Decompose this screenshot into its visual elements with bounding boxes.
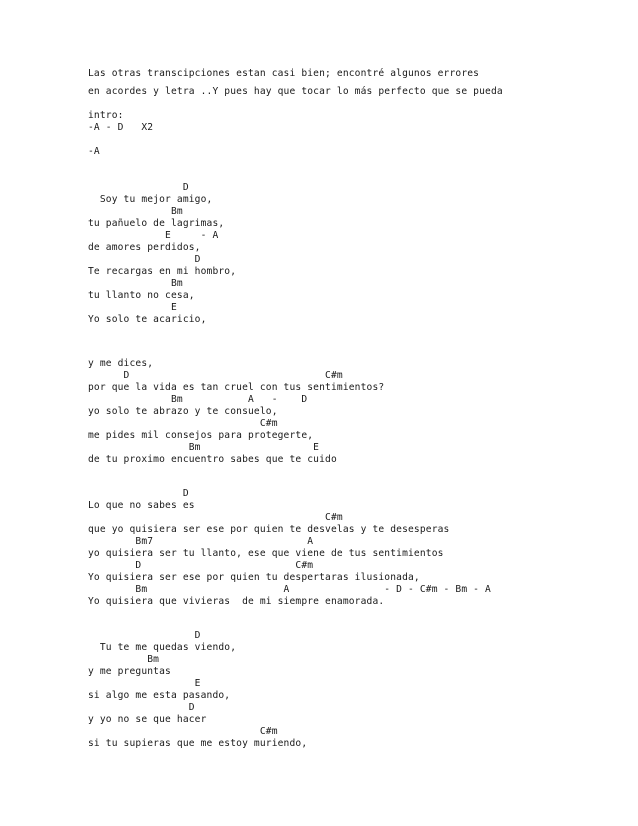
chorus-lyric-3: yo quisiera ser tu llanto, ese que viene de tus sentimientos [88, 548, 444, 559]
verse1-chord-3: E - A [88, 230, 219, 241]
chorus-chord-4: D C#m [88, 560, 314, 571]
verse2-lyric-1: y me dices, [88, 358, 154, 369]
intro-chords-1: -A - D X2 [88, 122, 154, 133]
verse3-chord-4: D [88, 702, 195, 713]
verse1-chord-6: E [88, 302, 177, 313]
verse1-lyric-1: Soy tu mejor amigo, [88, 194, 213, 205]
verse1-lyric-4: Te recargas en mi hombro, [88, 266, 237, 277]
intro-note-line-1: Las otras transcipciones estan casi bien; encontré algunos errores [88, 68, 480, 79]
verse2-chord-1: D C#m [88, 370, 343, 381]
verse1-lyric-5: tu llanto no cesa, [88, 290, 195, 301]
chorus-lyric-4: Yo quisiera ser ese por quien tu despertaras ilusionada, [88, 572, 420, 583]
chorus-chord-2: C#m [88, 512, 343, 523]
chorus-lyric-2: que yo quisiera ser ese por quien te desvelas y te desesperas [88, 524, 450, 535]
verse3-lyric-3: si algo me esta pasando, [88, 690, 231, 701]
verse2-lyric-4: me pides mil consejos para protegerte, [88, 430, 314, 441]
verse3-lyric-1: Tu te me quedas viendo, [88, 642, 237, 653]
chorus-chord-5: Bm A - D - C#m - Bm - A [88, 584, 491, 595]
verse2-chord-2: Bm A - D [88, 394, 308, 405]
verse3-lyric-5: si tu supieras que me estoy muriendo, [88, 738, 308, 749]
verse1-chord-1: D [88, 182, 189, 193]
verse3-chord-1: D [88, 630, 201, 641]
verse1-lyric-6: Yo solo te acaricio, [88, 314, 207, 325]
verse2-lyric-2: por que la vida es tan cruel con tus sentimientos? [88, 382, 385, 393]
verse1-chord-5: Bm [88, 278, 183, 289]
verse3-chord-3: E [88, 678, 201, 689]
chorus-chord-3: Bm7 A [88, 536, 314, 547]
chorus-chord-1: D [88, 488, 189, 499]
intro-note-line-2: en acordes y letra ..Y pues hay que tocar lo más perfecto que se pueda [88, 86, 503, 97]
verse2-chord-4: Bm E [88, 442, 320, 453]
verse1-chord-2: Bm [88, 206, 183, 217]
intro-heading: intro: [88, 110, 124, 121]
verse3-chord-5: C#m [88, 726, 278, 737]
chorus-lyric-1: Lo que no sabes es [88, 500, 195, 511]
verse2-chord-3: C#m [88, 418, 278, 429]
verse1-chord-4: D [88, 254, 201, 265]
verse2-lyric-5: de tu proximo encuentro sabes que te cuido [88, 454, 337, 465]
verse3-chord-2: Bm [88, 654, 160, 665]
chorus-lyric-5: Yo quisiera que vivieras de mi siempre enamorada. [88, 596, 385, 607]
verse3-lyric-2: y me preguntas [88, 666, 171, 677]
verse1-lyric-2: tu pañuelo de lagrimas, [88, 218, 225, 229]
verse2-lyric-3: yo solo te abrazo y te consuelo, [88, 406, 278, 417]
verse1-lyric-3: de amores perdidos, [88, 242, 201, 253]
verse3-lyric-4: y yo no se que hacer [88, 714, 207, 725]
intro-chords-2: -A [88, 146, 100, 157]
